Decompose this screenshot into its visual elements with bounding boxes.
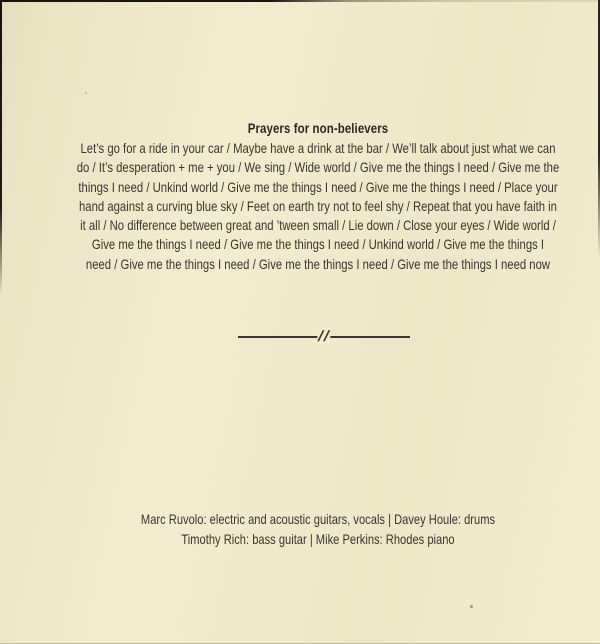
divider-slashes: // <box>317 328 331 346</box>
lyrics-line: hand against a curving blue sky / Feet on earth try not to feel shy / Repeat that you have faith in <box>79 198 557 214</box>
lyrics-section <box>72 0 564 274</box>
lyrics-line: Let’s go for a ride in your car / Maybe have a drink at the bar / We’ll talk about just what we can <box>80 141 556 156</box>
scan-speck <box>470 605 473 608</box>
page-content <box>18 0 600 551</box>
lyrics-line: do / It’s desperation + me + you / We sing / Wide world / Give me the things I need / Give me the <box>76 160 560 176</box>
lyrics-line: need / Give me the things I need / Give me the things I need / Give me the things I need now <box>85 256 551 272</box>
lyrics-line: it all / No difference between great and ’tween small / Lie down / Close your eyes / Wide world / <box>80 218 556 234</box>
credits-line-1: Marc Ruvolo: electric and acoustic guitars, vocals | Davey Houle: drums <box>140 512 496 528</box>
credits-block <box>72 510 564 551</box>
lyrics-line: things I need / Unkind world / Give me the things I need / Give me the things I need / Place your <box>78 179 558 195</box>
song-title: Prayers for non-believers <box>247 120 389 136</box>
credits-line-2: Timothy Rich: bass guitar | Mike Perkins: Rhodes piano <box>181 532 455 548</box>
lyrics-block <box>72 139 564 274</box>
lyrics-line: Give me the things I need / Give me the things I need / Unkind world / Give me the things I <box>91 237 545 253</box>
section-divider <box>238 328 410 346</box>
scan-edge-left <box>0 0 2 296</box>
